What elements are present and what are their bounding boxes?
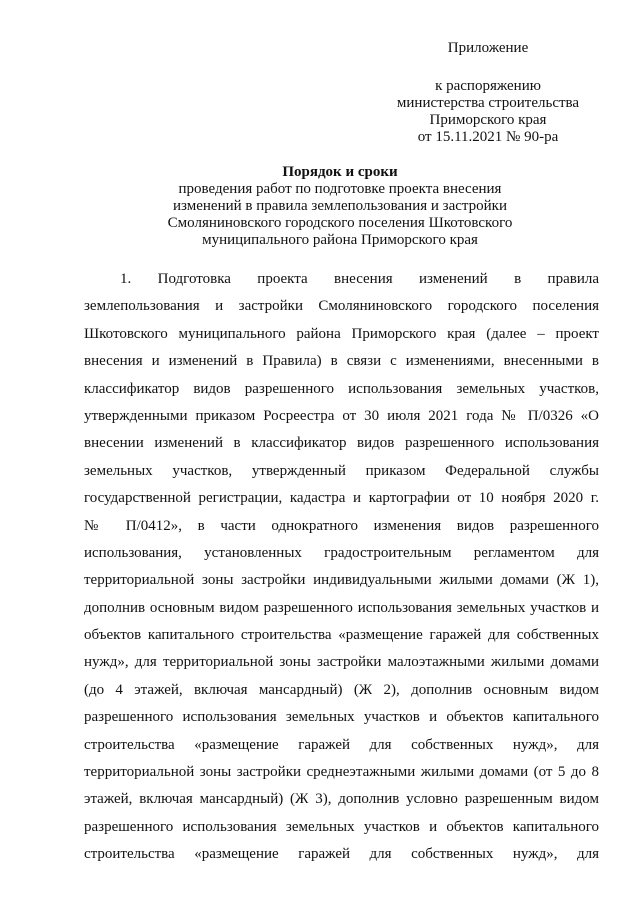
body-line: объектов капитального строительства «размещение гаражей для собственных (84, 627, 599, 644)
document-heading (60, 164, 620, 249)
body-line: разрешенного использования земельных участков и объектов капитального (84, 709, 599, 726)
body-line: этажей, включая мансардный) (Ж 3), дополнив условно разрешенным видом (84, 791, 599, 808)
heading-line: Смоляниновского городского поселения Шкотовского (167, 215, 513, 231)
body-line: использования, установленных градостроительным регламентом для (84, 544, 599, 561)
body-line: дополнив основным видом разрешенного использования земельных участков и (84, 599, 599, 616)
appendix-line: Приморского края (429, 112, 547, 128)
appendix-title (378, 40, 598, 57)
appendix-reference (378, 78, 598, 146)
body-line: территориальной зоны застройки индивидуальными жилыми домами (Ж 1), (84, 572, 599, 589)
appendix-title-text: Приложение (447, 40, 529, 56)
body-line: строительства «размещение гаражей для собственных нужд», для (84, 846, 599, 863)
body-line: утвержденными приказом Росреестра от 30 июля 2021 года № П/0326 «О (84, 407, 599, 424)
body-line: 1. Подготовка проекта внесения изменений в правила (120, 271, 599, 287)
heading-line: муниципального района Приморского края (202, 232, 478, 248)
appendix-line: от 15.11.2021 № 90-ра (417, 129, 559, 145)
body-line: земельных участков, утвержденный приказом Федеральной службы (84, 462, 599, 479)
body-line: № П/0412», в части однократного изменения видов разрешенного (84, 517, 599, 534)
appendix-line: министерства строительства (396, 95, 580, 111)
heading-line: проведения работ по подготовке проекта внесения (178, 181, 502, 197)
body-line: внесения и изменений в Правила) в связи с изменениями, внесенными в (84, 353, 599, 370)
body-line: разрешенного использования земельных участков и объектов капитального (84, 818, 599, 835)
body-line: Шкотовского муниципального района Приморского края (далее – проект (84, 325, 599, 342)
body-line: внесении изменений в классификатор видов разрешенного использования (84, 435, 599, 452)
body-line: строительства «размещение гаражей для собственных нужд», для (84, 736, 599, 753)
heading-line: изменений в правила землепользования и застройки (173, 198, 507, 214)
appendix-line: к распоряжению (435, 78, 541, 94)
body-line: землепользования и застройки Смоляниновского городского поселения (84, 298, 599, 315)
body-paragraph (84, 266, 599, 869)
body-line: государственной регистрации, кадастра и картографии от 10 ноября 2020 г. (84, 490, 599, 507)
body-line: территориальной зоны застройки среднеэтажными жилыми домами (от 5 до 8 (84, 764, 599, 781)
body-line: (до 4 этажей, включая мансардный) (Ж 2), дополнив основным видом (84, 681, 599, 698)
body-line: нужд», для территориальной зоны застройки малоэтажными жилыми домами (84, 654, 599, 671)
heading-title: Порядок и сроки (282, 164, 398, 180)
body-line: классификатор видов разрешенного использования земельных участков, (84, 380, 599, 397)
